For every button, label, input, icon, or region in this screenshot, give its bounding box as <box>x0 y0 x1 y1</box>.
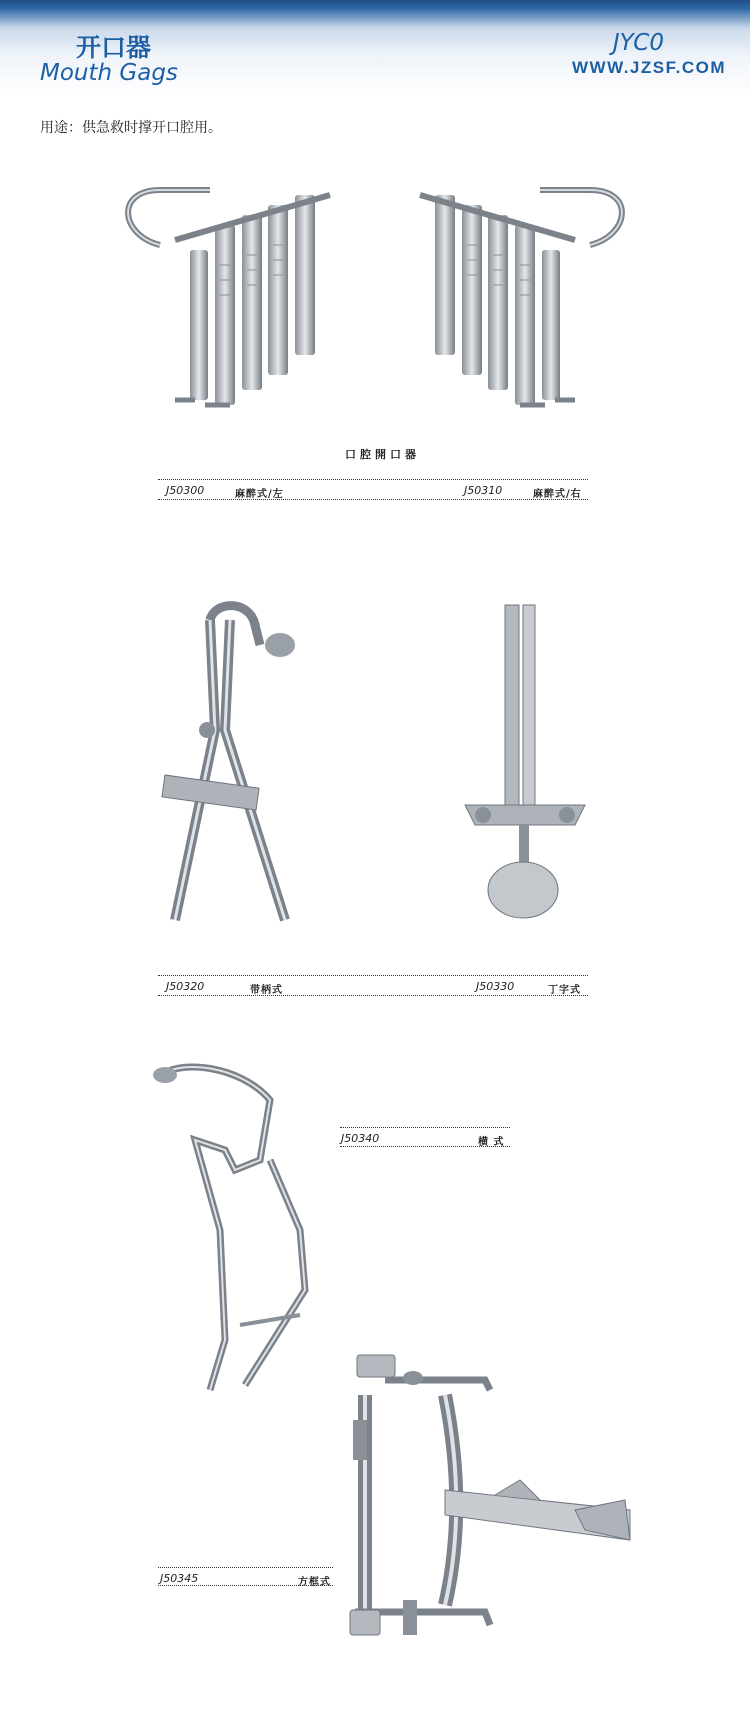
title-chinese: 开口器 <box>76 33 152 62</box>
rule-bottom-row1 <box>158 499 588 500</box>
product-code-j50310: J50310 <box>464 484 503 497</box>
product-style-j50330: 丁字式 <box>548 985 581 996</box>
product-code-j50345: J50345 <box>160 1572 199 1585</box>
group-caption: 口腔開口器 <box>345 448 420 461</box>
product-style-j50300: 麻醉式/左 <box>235 489 284 500</box>
product-code-j50320: J50320 <box>166 980 205 993</box>
t-shaped-mouth-gag-image <box>455 600 595 930</box>
rule-top-row2 <box>158 975 588 976</box>
product-style-j50310: 麻醉式/右 <box>533 489 582 500</box>
rule-top-row4 <box>158 1567 333 1568</box>
horizontal-mouth-gag-image <box>150 1060 330 1405</box>
product-style-j50320: 带柄式 <box>250 985 283 996</box>
handle-mouth-gag-image <box>155 600 305 930</box>
product-code-j50300: J50300 <box>166 484 205 497</box>
brand-code: JYC0 <box>612 30 664 56</box>
product-code-j50330: J50330 <box>476 980 515 993</box>
page-header <box>0 0 750 95</box>
title-english: Mouth Gags <box>40 60 178 86</box>
product-code-j50340: J50340 <box>341 1132 380 1145</box>
rule-bottom-row3 <box>340 1146 510 1147</box>
product-style-j50340: 横 式 <box>478 1137 505 1148</box>
rule-bottom-row2 <box>158 995 588 996</box>
frame-mouth-gag-image <box>345 1350 635 1650</box>
ring-mouth-gag-right-image <box>390 185 630 435</box>
rule-top-row3 <box>340 1127 510 1128</box>
ring-mouth-gag-left-image <box>120 185 360 435</box>
rule-top-row1 <box>158 479 588 480</box>
rule-bottom-row4 <box>158 1585 333 1586</box>
website-link[interactable]: WWW.JZSF.COM <box>572 58 726 77</box>
usage-description: 用途：供急救时撑开口腔用。 <box>40 120 222 136</box>
product-style-j50345: 方框式 <box>298 1577 331 1588</box>
